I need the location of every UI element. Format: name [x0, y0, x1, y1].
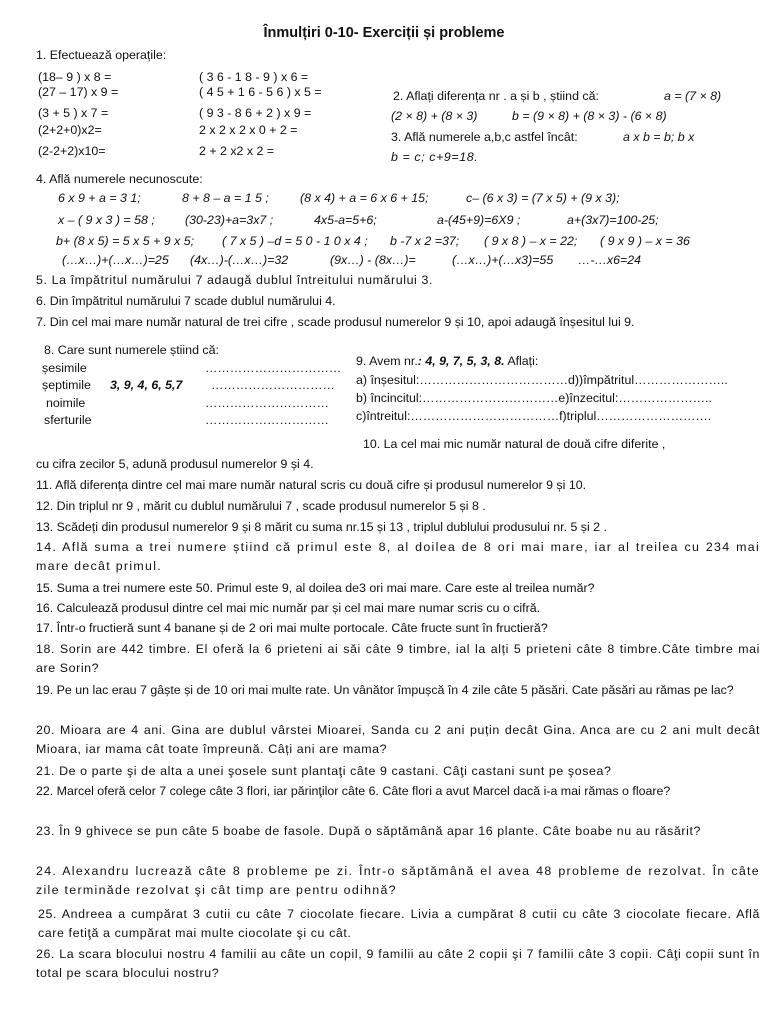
ex17-text: 17. Într-o fructieră sunt 4 banane și de 2 ori mai multe portocale. Câte fructe sunt în fructieră? [36, 621, 548, 635]
ex25-text: 25. Andreea a cumpărat 3 cutii cu câte 7 ciocolate fiecare. Livia a cumpărat 8 cutii cu câte 3 ciocolate fiecare. Află care fetiţă a cumpărat mai multe ciocolate şi cu cât. [38, 907, 760, 940]
ex8-label: sferturile [44, 413, 92, 427]
ex4-eq: ( 7 x 5 ) –d = 5 0 - 1 0 x 4 ; [222, 234, 368, 248]
ex10-line2: cu cifra zecilor 5, adună produsul numerelor 9 și 4. [36, 457, 314, 471]
ex8-dots: ………………………… [211, 378, 335, 392]
ex1-right-1: ( 3 6 - 1 8 - 9 ) x 6 = [199, 70, 309, 84]
ex9-heading-lead: 9. Avem nr. [356, 354, 418, 368]
ex18-text: 18. Sorin are 442 timbre. El oferă la 6 prieteni ai săi câte 9 timbre, ial la alți 5 prieteni câte 8 timbre.Câte timbre mai are Sorin? [36, 642, 760, 675]
ex1-right-5: 2 + 2 x2 x 2 = [199, 144, 275, 158]
ex4-eq: x – ( 9 x 3 ) = 58 ; [58, 213, 155, 227]
ex6-text: 6. Din împătritul numărului 7 scade dublul numărului 4. [36, 294, 336, 308]
ex1-left-3: (3 + 5 ) x 7 = [38, 106, 109, 120]
ex1-left-4: (2+2+0)x2= [38, 123, 102, 137]
ex9-row: a) înșesitul:………………………………d))împătritul………………….. [356, 373, 728, 387]
ex4-eq: (4x…)-(…x…)=32 [190, 253, 289, 267]
ex9-heading-tail: Aflați: [504, 354, 539, 368]
ex4-eq: a-(45+9)=6X9 ; [437, 213, 521, 227]
ex4-eq: (8 x 4) + a = 6 x 6 + 15; [300, 191, 429, 205]
ex8-heading: 8. Care sunt numerele știind că: [44, 343, 219, 357]
ex4-eq: (…x…)+(…x3)=55 [452, 253, 554, 267]
ex2-text: 2. Aflați diferența nr . a și b , știind că: [393, 89, 599, 103]
ex24-text: 24. Alexandru lucrează câte 8 probleme pe zi. Într-o săptămână el avea 48 probleme de rezolvat. În câte zile terminăde rezolvat şi cât timp are pentru odihnă? [36, 864, 760, 897]
ex15-text: 15. Suma a trei numere este 50. Primul este 9, al doilea de3 ori mai mare. Care este al treilea număr? [36, 581, 595, 595]
ex16-text: 16. Calculează produsul dintre cel mai mic număr par și cel mai mare numar scris cu o cifră. [36, 601, 541, 615]
ex1-right-3: ( 9 3 - 8 6 + 2 ) x 9 = [199, 106, 312, 120]
ex2-formula-a-cont: (2 × 8) + (8 × 3) [391, 109, 478, 123]
ex20-text: 20. Mioara are 4 ani. Gina are dublul vârstei Mioarei, Sanda cu 2 ani puțin decât Gina. Anca are cu 2 ani mult decât Mioara, iar mama cât toate împreună. Câți ani are mama? [36, 723, 760, 756]
ex4-eq: ( 9 x 9 ) – x = 36 [600, 234, 690, 248]
ex1-left-1: (18– 9 ) x 8 = [38, 70, 112, 84]
ex13-text: 13. Scădeți din produsul numerelor 9 și 8 mărit cu suma nr.15 și 13 , triplul dublului produsului nr. 5 și 2 . [36, 520, 607, 534]
ex4-heading: 4. Află numerele necunoscute: [36, 172, 203, 186]
ex1-left-5: (2-2+2)x10= [38, 144, 106, 158]
ex4-eq: a+(3x7)=100-25; [567, 213, 659, 227]
worksheet-title: Înmulțiri 0-10- Exerciții și probleme [263, 25, 505, 41]
ex4-eq: b -7 x 2 =37; [390, 234, 460, 248]
ex4-eq: (9x…) - (8x…)= [330, 253, 416, 267]
ex1-right-2: ( 4 5 + 1 6 - 5 6 ) x 5 = [199, 85, 322, 99]
ex8-label: noimile [46, 396, 86, 410]
ex10-line1: 10. La cel mai mic număr natural de două cifre diferite , [363, 437, 666, 451]
ex4-eq: 6 x 9 + a = 3 1; [58, 191, 141, 205]
ex26-text: 26. La scara blocului nostru 4 familii au câte un copil, 9 familii au câte 2 copii şi 7 familii câte 3 copii. Câţi copii sunt în total pe scara blocului nostru? [36, 947, 760, 980]
ex23-text: 23. În 9 ghivece se pun câte 5 boabe de fasole. După o săptămână apar 16 plante. Câte boabe nu au răsărit? [36, 824, 701, 838]
ex14-text: 14. Află suma a trei numere știind că primul este 8, al doilea de 8 ori mai mare, iar al treilea cu 234 mai mare decât primul. [36, 540, 760, 573]
ex8-label: șesimile [42, 361, 87, 375]
ex8-label: șeptimile [42, 378, 91, 392]
ex2-formula-b: b = (9 × 8) + (8 × 3) - (6 × 8) [512, 109, 667, 123]
ex4-eq: 4x5-a=5+6; [314, 213, 377, 227]
ex4-eq: ( 9 x 8 ) – x = 22; [484, 234, 578, 248]
ex3-formula-cont: b = c; c+9=18. [391, 150, 479, 164]
ex8-dots: …………………………… [205, 361, 342, 375]
ex12-text: 12. Din triplul nr 9 , mărit cu dublul numărului 7 , scade produsul numerelor 5 și 8 . [36, 499, 486, 513]
ex2-formula-a: a = (7 × 8) [664, 89, 722, 103]
ex4-eq: …-…x6=24 [578, 253, 642, 267]
ex4-eq: (30-23)+a=3x7 ; [185, 213, 274, 227]
ex8-dots: ………………………… [205, 396, 329, 410]
ex11-text: 11. Află diferența dintre cel mai mare număr natural scris cu două cifre și produsul numerelor 9 și 10. [36, 478, 587, 492]
ex1-left-2: (27 – 17) x 9 = [38, 85, 119, 99]
ex22-text: 22. Marcel oferă celor 7 colege câte 3 flori, iar părinţilor câte 6. Câte flori a avut Marcel dacă i-a mai rămas o floare? [36, 784, 671, 798]
ex4-eq: b+ (8 x 5) = 5 x 5 + 9 x 5; [56, 234, 195, 248]
ex7-text: 7. Din cel mai mare număr natural de trei cifre , scade produsul numerelor 9 și 10, apoi adaugă înșesitul lui 9. [36, 315, 635, 329]
ex4-eq: 8 + 8 – a = 1 5 ; [182, 191, 269, 205]
ex9-row: c)întreitul:………………………………f)triplul………………………. [356, 409, 712, 423]
ex3-formula: a x b = b; b x [623, 130, 695, 144]
ex21-text: 21. De o parte şi de alta a unei şosele sunt plantaţi câte 9 castani. Câţi castani sunt pe şosea? [36, 764, 612, 778]
ex5-text: 5. La împătritul numărului 7 adaugă dublul întreitului numărului 3. [36, 273, 433, 287]
ex3-text: 3. Află numerele a,b,c astfel încât: [391, 130, 578, 144]
ex1-heading: 1. Efectuează operațile: [36, 48, 167, 62]
ex19-text: 19. Pe un lac erau 7 gâște și de 10 ori mai multe rate. Un vânător împușcă în 4 zile câte 5 păsări. Cate păsări au rămas pe lac? [36, 683, 734, 697]
ex4-eq: (…x…)+(…x…)=25 [62, 253, 169, 267]
ex4-eq: c– (6 x 3) = (7 x 5) + (9 x 3); [466, 191, 620, 205]
ex8-numbers: 3, 9, 4, 6, 5,7 [110, 378, 183, 392]
ex8-dots: ………………………… [205, 413, 329, 427]
ex9-row: b) încincitul:……………………………e)înzecitul:………………….. [356, 391, 712, 405]
ex9-numbers: : 4, 9, 7, 5, 3, 8. [417, 354, 505, 368]
ex9-heading [356, 353, 538, 369]
ex1-right-4: 2 x 2 x 2 x 0 + 2 = [199, 123, 298, 137]
